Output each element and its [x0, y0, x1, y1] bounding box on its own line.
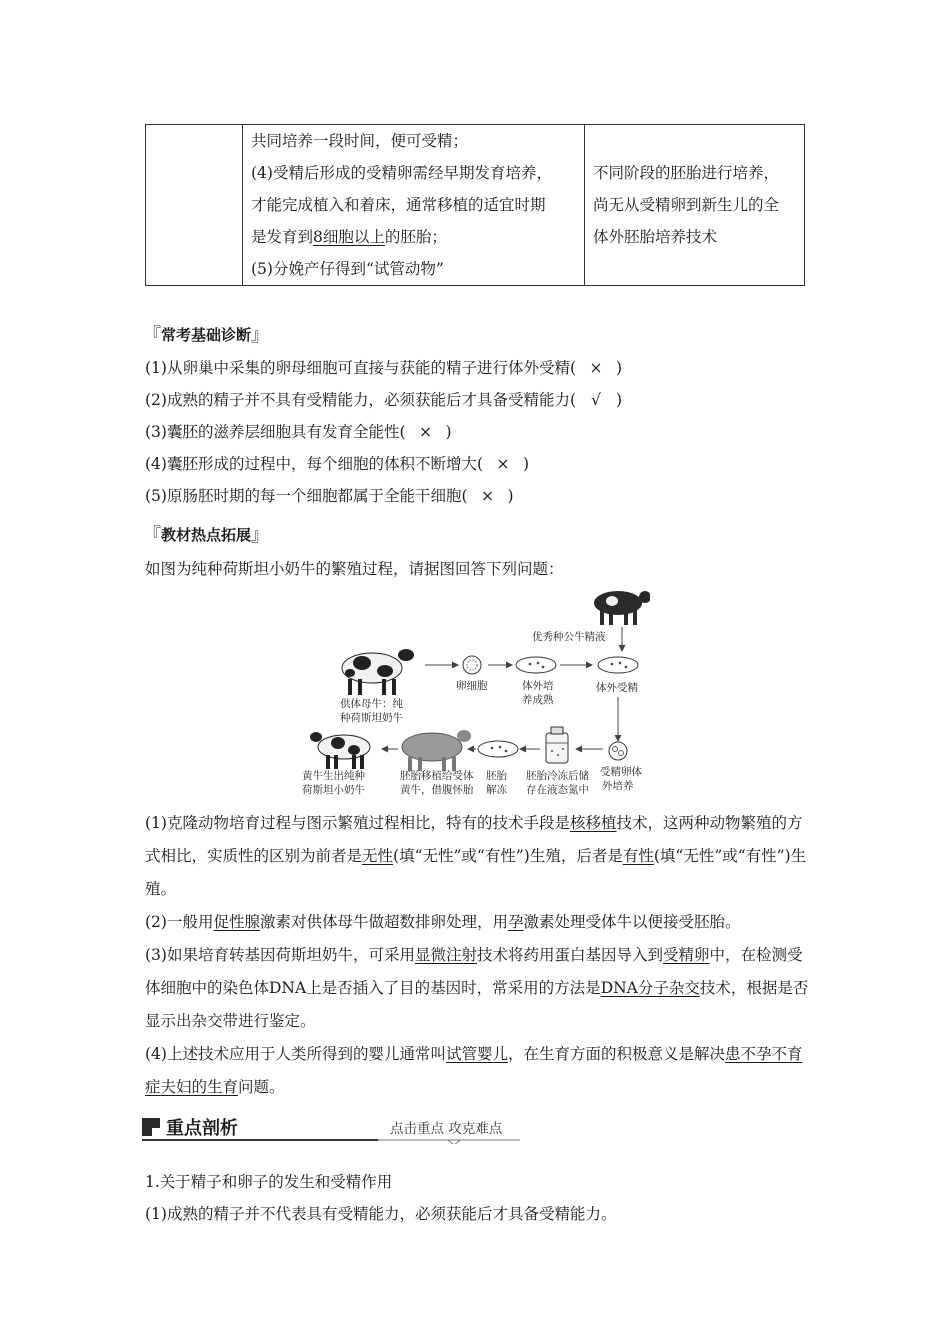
label-freeze-2: 存在液态氮中 [526, 784, 589, 796]
question-1: (1)克隆动物培育过程与图示繁殖过程相比，特有的技术手段是核移植技术，这两种动物繁殖的方式相比，实质性的区别为前者是无性(填“无性”或“有性”)生殖，后者是有性(填“无性”或“有性”)生殖。 [145, 814, 807, 898]
label-culture-2: 养成熟 [522, 694, 554, 706]
key-analysis-header [142, 1114, 522, 1144]
question-2: (2)一般用促性腺激素对供体母牛做超数排卵处理，用孕激素处理受体牛以便接受胚胎。 [145, 913, 741, 931]
table-cell-status [585, 125, 805, 286]
label-zygote-1: 受精卵体 [600, 766, 642, 778]
body-paragraph: 1.关于精子和卵子的发生和受精作用 [145, 1173, 393, 1191]
section-heading-diagnosis: 『常考基础诊断』 [143, 325, 270, 346]
comparison-table [145, 124, 805, 286]
answer: 有性 [622, 847, 654, 865]
label-donor-1: 供体母牛：纯 [340, 698, 403, 710]
table-line: 共同培养一段时间，便可受精； [251, 132, 469, 150]
zygote-icon [609, 742, 627, 760]
answer: 显微注射 [414, 946, 477, 964]
label-transfer-1: 胚胎移植给受体 [400, 770, 474, 782]
body-paragraph: (1)成熟的精子并不代表具有受精能力，必须获能后才具备受精能力。 [145, 1205, 617, 1223]
answer: 无性 [362, 847, 394, 865]
answer: 受精卵 [663, 946, 710, 964]
thaw-dish-icon [478, 741, 518, 757]
culture-dish-icon [516, 657, 556, 673]
table-line: 是发育到8细胞以上的胚胎； [251, 228, 447, 246]
calf-icon [310, 732, 370, 769]
question-3: (3)如果培育转基因荷斯坦奶牛，可采用显微注射技术将药用蛋白基因导入到受精卵中，在检测受体细胞中的染色体DNA上是否插入了目的基因时，常采用的方法是DNA分子杂交技术，根据是否显示出杂交带进行鉴定。 [145, 946, 809, 1030]
answer: 促性腺 [213, 913, 260, 931]
ivf-dish-icon [598, 657, 638, 673]
label-calf-1: 黄牛生出纯种 [302, 770, 365, 782]
nitrogen-tank-icon [546, 727, 568, 763]
label-egg: 卵细胞 [456, 680, 488, 692]
diagnosis-item: (4)囊胚形成的过程中，每个细胞的体积不断增大( × ) [145, 455, 530, 473]
diagnosis-item: (3)囊胚的滋养层细胞具有发育全能性( × ) [145, 423, 452, 441]
diagnosis-item: (5)原肠胚时期的每一个细胞都属于全能干细胞( × ) [145, 487, 514, 505]
expansion-intro: 如图为纯种荷斯坦小奶牛的繁殖过程，请据图回答下列问题： [145, 560, 564, 578]
diagnosis-item: (2)成熟的精子并不具有受精能力，必须获能后才具备受精能力( √ ) [145, 391, 623, 409]
table-line: 体外胚胎培养技术 [593, 228, 718, 246]
table-row [146, 125, 805, 286]
table-line: 才能完成植入和着床，通常移植的适宜时期 [251, 196, 546, 214]
table-line: (5)分娩产仔得到“试管动物” [251, 260, 444, 278]
label-donor-2: 种荷斯坦奶牛 [340, 712, 403, 724]
answer: 核移植 [569, 814, 617, 832]
diagnosis-item: (1)从卵巢中采集的卵母细胞可直接与获能的精子进行体外受精( × ) [145, 359, 623, 377]
question-4: (4)上述技术应用于人类所得到的婴儿通常叫试管婴儿，在生育方面的积极意义是解决患不孕不育症夫妇的生育问题。 [145, 1045, 803, 1096]
label-thaw-1: 胚胎 [486, 770, 507, 782]
label-zygote-2: 外培养 [602, 780, 634, 792]
answer: 孕 [508, 913, 524, 931]
label-culture-1: 体外培 [522, 680, 554, 692]
key-analysis-title: 重点剖析 [166, 1118, 238, 1139]
answer: DNA分子杂交 [600, 979, 700, 997]
bull-icon [594, 591, 650, 625]
breeding-process-diagram [300, 583, 650, 805]
answer: 试管婴儿 [445, 1045, 508, 1063]
table-line: 尚无从受精卵到新生儿的全 [593, 196, 780, 214]
table-line: (4)受精后形成的受精卵需经早期发育培养， [251, 164, 552, 182]
answer: 患不孕不育症夫妇的生育 [145, 1045, 803, 1096]
recipient-cow-icon [402, 730, 471, 771]
label-calf-2: 荷斯坦小奶牛 [302, 784, 365, 796]
label-freeze-1: 胚胎冷冻后储 [526, 770, 589, 782]
donor-cow-icon [342, 649, 414, 695]
label-ivf: 体外受精 [596, 682, 638, 694]
key-analysis-subtitle: 点击重点 攻克难点 [390, 1121, 503, 1137]
table-line: 不同阶段的胚胎进行培养， [593, 164, 780, 182]
table-cell-empty [146, 125, 243, 286]
label-thaw-2: 解冻 [486, 784, 507, 796]
section-heading-expansion: 『教材热点拓展』 [143, 525, 270, 546]
label-transfer-2: 黄牛，借腹怀胎 [400, 784, 474, 796]
underlined-answer: 8细胞以上 [313, 228, 385, 246]
egg-cell-icon [463, 656, 481, 674]
table-cell-procedure [243, 125, 585, 286]
label-bull: 优秀种公牛精液 [532, 631, 606, 643]
